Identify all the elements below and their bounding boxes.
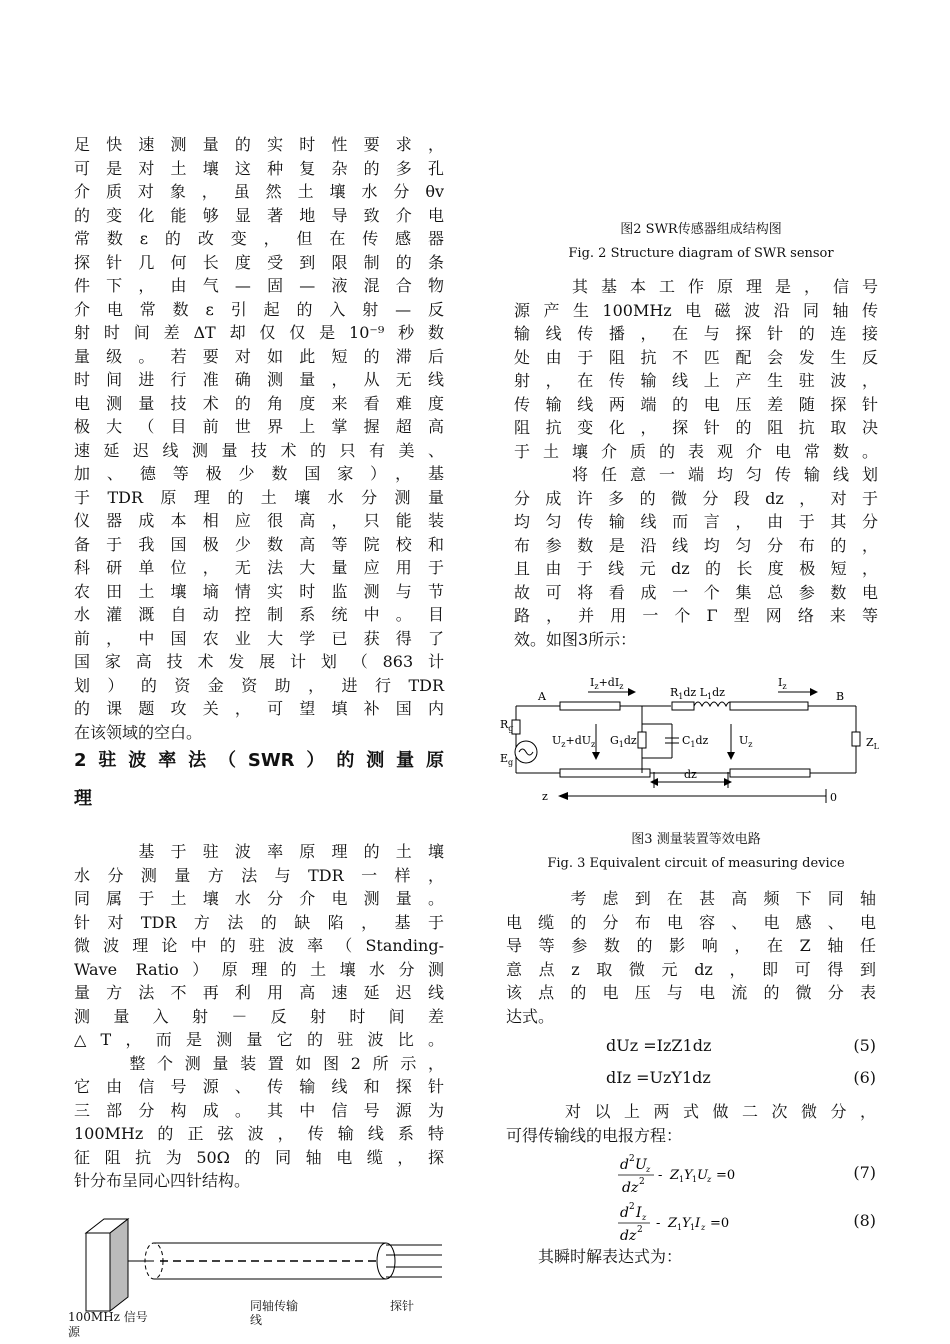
circuit-drawing	[496, 668, 886, 813]
text-line: 国家高技术发展计划（863计	[74, 652, 444, 671]
text-line: 划）的资金资助，进行TDR	[74, 675, 444, 695]
svg-text:=0: =0	[710, 1216, 730, 1231]
text-line: 且由于线元dz的长度极短，	[514, 559, 878, 578]
svg-text:1: 1	[677, 1223, 683, 1232]
text-line: 于TDR原理的土壤水分测量	[74, 487, 444, 507]
text-line: 达式。	[506, 1006, 555, 1026]
text-line: 量级。若要对如此短的滞后	[74, 346, 444, 366]
text-line: 水灌溉自动控制系统中。目	[74, 605, 444, 624]
text-line: 微波理论中的驻波率（Standing-	[74, 936, 444, 955]
text-line: 测量入射－反射时间差	[74, 1006, 444, 1026]
text-line: 同属于土壤水分介电测量。	[74, 889, 444, 908]
paragraph-instantaneous-solution	[506, 1245, 876, 1269]
label-current-left: $I_z+dI_z$	[590, 676, 624, 691]
paragraph-tdr-limitations	[74, 133, 444, 744]
svg-text:Z: Z	[668, 1216, 678, 1231]
text-line: 的变化能够显著地导致介电	[74, 205, 444, 225]
fig2-label-coax: 同轴传输	[250, 1299, 299, 1313]
text-line: 足快速测量的实时性要求，	[74, 135, 444, 154]
svg-text:z: z	[707, 1175, 712, 1184]
right-column-text-2	[506, 887, 876, 1269]
svg-text:d: d	[620, 1157, 629, 1173]
text-line: 时间进行准确测量，从无线	[74, 370, 444, 389]
text-line: 介质对象，虽然土壤水分θv	[74, 182, 444, 201]
label-load: $Z_L$	[866, 736, 879, 751]
svg-text:d: d	[620, 1205, 629, 1221]
text-line: 基于驻波率原理的土壤	[74, 842, 444, 861]
text-line: 100MHz的正弦波，传输线系特	[74, 1124, 444, 1143]
text-line: 件下，由气—固—液混合物	[74, 276, 444, 295]
fig2-caption	[514, 218, 888, 266]
label-series-elements: $R_1dz$ $L_1dz$	[670, 686, 725, 701]
equation-5	[506, 1030, 876, 1062]
equation-7	[506, 1151, 876, 1197]
text-line: 该点的电压与电流的微分表	[506, 983, 876, 1002]
fig2-label-source-cont: 源	[68, 1325, 81, 1339]
text-line: 意点z取微元dz，即可得到	[506, 959, 876, 979]
svg-text:2: 2	[629, 1154, 635, 1164]
text-line: 针对TDR方法的缺陷，基于	[74, 912, 444, 932]
svg-text:dz: dz	[620, 1228, 637, 1244]
text-line: 将任意一端均匀传输线划	[514, 465, 878, 484]
text-line: 速延迟线测量技术的只有美、	[74, 440, 444, 460]
fig2-caption-en: Fig. 2 Structure diagram of SWR sensor	[568, 246, 834, 261]
svg-text:-: -	[656, 1216, 661, 1231]
section-heading-continued: 理	[74, 788, 92, 809]
fig3-caption-en: Fig. 3 Equivalent circuit of measuring device	[547, 856, 845, 871]
paragraph-working-principle	[514, 275, 878, 651]
text-line: 可得传输线的电报方程：	[506, 1125, 683, 1145]
label-current-right: $I_z$	[778, 676, 787, 691]
text-line: 仪器成本相应很高，只能装	[74, 511, 444, 530]
equation-7-formula	[614, 1151, 764, 1197]
svg-text:z: z	[642, 1213, 647, 1222]
section-heading: 2驻波率法（SWR）的测量原	[74, 750, 444, 771]
text-line: 针分布呈同心四针结构。	[74, 1171, 251, 1190]
text-line: 它由信号源、传输线和探针	[74, 1077, 444, 1096]
equation-8-number: (8)	[853, 1211, 876, 1230]
svg-text:2: 2	[637, 1225, 643, 1235]
label-dz: dz	[684, 768, 697, 781]
svg-text:z: z	[701, 1223, 706, 1232]
label-axis-zero: 0	[830, 791, 837, 804]
equation-5-number: (5)	[853, 1036, 876, 1055]
fig2-caption-cn: 图2 SWR传感器组成结构图	[620, 222, 782, 237]
text-line: 探针几何长度受到限制的条	[74, 252, 444, 272]
text-line: 布参数是沿线均匀分布的，	[514, 535, 878, 555]
equation-5-expression: dUz =IzZ1dz	[606, 1036, 712, 1055]
text-line: 整个测量装置如图2所示，	[74, 1053, 444, 1073]
fig2-label-coax-cont: 线	[250, 1313, 263, 1327]
text-line: 射，在传输线上产生驻波，	[514, 371, 878, 390]
text-line: 科研单位，无法大量应用于	[74, 558, 444, 577]
svg-text:Z: Z	[670, 1168, 680, 1183]
label-node-b: B	[836, 690, 845, 703]
fig2-label-probe: 探针	[390, 1299, 415, 1313]
text-line: 故可将看成一个集总参数电	[514, 582, 878, 602]
text-line: 电缆的分布电容、电感、电	[506, 912, 876, 932]
text-line: 阻抗变化，探针的阻抗取决	[514, 418, 878, 437]
text-line: 常数ε的改变，但在传感器	[74, 229, 444, 248]
text-line: 征阻抗为50Ω的同轴电缆，探	[74, 1147, 444, 1167]
paragraph-telegraph-intro	[506, 1100, 876, 1147]
svg-text:Y: Y	[684, 1168, 693, 1183]
text-line: 电测量技术的角度来看难度	[74, 393, 444, 413]
text-line: 分成许多的微分段dz，对于	[514, 488, 878, 508]
text-line: Wave Ratio）原理的土壤水分测	[74, 959, 444, 979]
equation-8-formula	[614, 1199, 764, 1245]
text-line: 水分测量方法与TDR一样，	[74, 865, 444, 885]
equation-8	[506, 1199, 876, 1245]
text-line: 对以上两式做二次微分，	[506, 1102, 876, 1121]
text-line: 备于我国极少数高等院校和	[74, 534, 444, 554]
label-conductance: $G_1dz$	[610, 734, 637, 749]
text-line: 介电常数ε引起的入射—反	[74, 299, 444, 319]
text-line: 于土壤介质的表观介电常数。	[514, 441, 878, 461]
equation-6-number: (6)	[853, 1068, 876, 1087]
equation-7-number: (7)	[853, 1163, 876, 1182]
svg-text:1: 1	[690, 1223, 696, 1232]
text-line: 输线传播，在与探针的连接	[514, 324, 878, 343]
text-line: 的课题攻关，可望填补国内	[74, 699, 444, 718]
equation-6-expression: dIz =UzY1dz	[606, 1068, 711, 1087]
label-source-resistance: $R_g$	[500, 718, 514, 733]
label-voltage-left: $U_z+dU_z$	[552, 734, 596, 749]
text-line: 考虑到在甚高频下同轴	[506, 889, 876, 908]
label-node-a: A	[538, 690, 546, 703]
text-line: 量方法不再利用高速延迟线	[74, 983, 444, 1002]
svg-text:-: -	[658, 1168, 663, 1183]
svg-text:I: I	[636, 1205, 642, 1221]
svg-text:=0: =0	[716, 1168, 736, 1183]
label-source-emf: $E_g$	[500, 752, 514, 767]
text-line: 加、德等极少数国家），基	[74, 464, 444, 483]
text-line: 路，并用一个Γ型网络来等	[514, 606, 878, 625]
text-line: 效。如图3所示：	[514, 629, 637, 649]
text-line: 其瞬时解表达式为：	[506, 1247, 683, 1266]
text-line: △T，而是测量它的驻波比。	[74, 1030, 444, 1049]
svg-text:2: 2	[629, 1202, 635, 1212]
label-voltage-right: $U_z$	[739, 734, 753, 749]
svg-text:z: z	[646, 1165, 651, 1174]
svg-text:U: U	[697, 1168, 708, 1183]
svg-text:Y: Y	[682, 1216, 691, 1231]
label-axis-z: z	[542, 790, 548, 803]
paragraph-swr-principle	[74, 840, 444, 1193]
text-line: 处由于阻抗不匹配会发生反	[514, 347, 878, 367]
text-line: 导等参数的影响，在Z轴任	[506, 936, 876, 955]
figure-3-equivalent-circuit	[496, 668, 886, 813]
svg-text:2: 2	[639, 1177, 645, 1187]
text-line: 均匀传输线而言，由于其分	[514, 512, 878, 531]
label-capacitance: $C_1dz$	[682, 734, 709, 749]
fig3-caption-cn: 图3 测量装置等效电路	[631, 832, 761, 847]
svg-text:1: 1	[692, 1175, 698, 1184]
text-line: 射时间差ΔT却仅仅是10⁻⁹秒数	[74, 323, 444, 342]
text-line: 传输线两端的电压差随探针	[514, 394, 878, 414]
paragraph-differential-setup	[506, 887, 876, 1028]
text-line: 可是对土壤这种复杂的多孔	[74, 158, 444, 178]
text-line: 在该领域的空白。	[74, 722, 203, 742]
text-line: 三部分构成。其中信号源为	[74, 1100, 444, 1120]
right-column-text-1	[514, 275, 878, 651]
text-line: 极大（目前世界上掌握超高	[74, 417, 444, 436]
svg-text:U: U	[635, 1157, 647, 1173]
fig3-caption	[509, 828, 883, 876]
text-line: 农田土壤墒情实时监测与节	[74, 581, 444, 601]
text-line: 源产生100MHz电磁波沿同轴传	[514, 300, 878, 320]
text-line: 前，中国农业大学已获得了	[74, 628, 444, 648]
svg-text:1: 1	[679, 1175, 685, 1184]
fig2-label-source: 100MHz 信号	[68, 1310, 148, 1324]
left-column	[74, 133, 444, 1193]
equation-6	[506, 1062, 876, 1094]
text-line: 其基本工作原理是，信号	[514, 277, 878, 296]
svg-text:dz: dz	[622, 1180, 639, 1196]
svg-text:I: I	[695, 1216, 701, 1231]
